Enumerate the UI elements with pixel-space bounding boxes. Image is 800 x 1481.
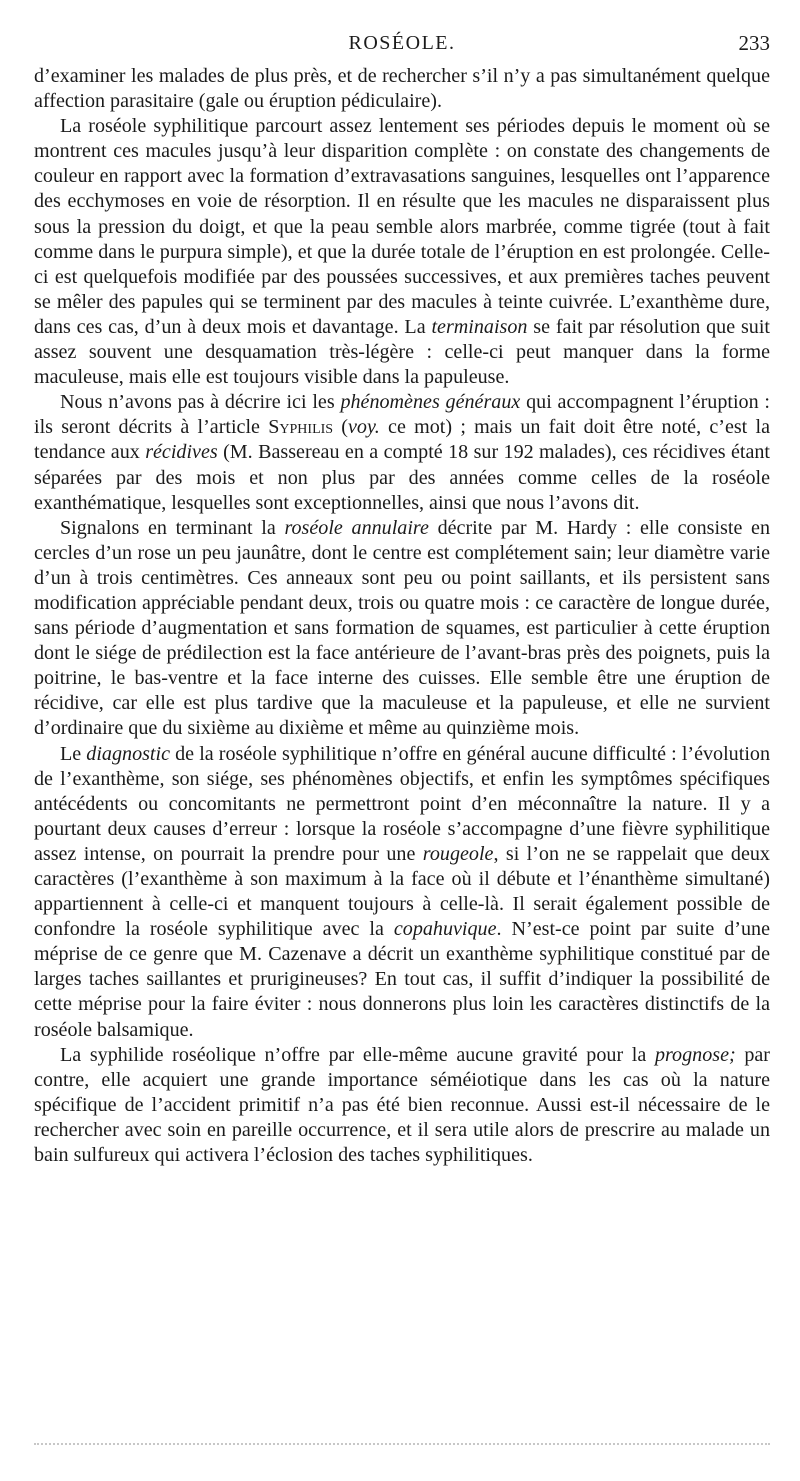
italic-term: rougeole [422,842,494,865]
paragraph-text: (M. Bassereau en a compté 18 sur 192 malades), ces récidives étant séparées par des mois et non plus par des années comme celles de la roséole exanthématique, lesquelles sont exceptionnelles, ainsi que nous l’avons dit. [34,441,770,514]
paragraph-text: Nous n’avons pas à décrire ici les [60,391,341,414]
italic-term: copahuvique [393,918,497,941]
italic-term: roséole annulaire [284,516,429,539]
paragraph-general-phenomena [34,390,770,515]
paragraph-evolution [34,114,770,390]
paragraph-prognosis [34,1043,770,1168]
paragraph-text: . N’est-ce point par suite d’une méprise de ce genre que M. Cazenave a décrit un exanthème syphilitique constitué par de larges taches saillantes et prurigineuses? En tout cas, il suffit d’indiquer la possibilité de cette méprise pour la faire éviter : nous donnerons plus loin les caractères distinctifs de la roséole balsamique. [34,918,771,1041]
paragraph-text: qui accompagnent l’éruption : ils seront décrits à l’article [34,391,770,439]
italic-term: diagnostic [86,742,171,765]
paragraph-continuation [34,64,770,114]
italic-term: prognose; [654,1043,736,1066]
paragraph-text: d’examiner les malades de plus près, et de rechercher s’il n’y a pas simultanément quelque affection parasitaire (gale ou éruption pédiculaire). [34,65,770,113]
paragraph-text: , si l’on ne se rappelait que deux caractères (l’exanthème à son maximum à la face où il débute et l’énanthème simultané) appartiennent à celle-ci et manquent toujours à celle-là. Il serait également possible de confondre la roséole syphilitique avec la [34,842,770,941]
italic-term: phénomènes généraux [340,391,521,414]
paragraph-text: Signalons en terminant la [60,516,285,539]
paragraph-text: se fait par résolution que suit assez souvent une desquamation très-légère : celle-ci peut manquer dans la forme maculeuse, mais elle est toujours visible dans la papuleuse. [34,315,770,389]
book-page [34,0,770,1481]
paragraph-text: de la roséole syphilitique n’offre en général aucune difficulté : l’évolution de l’exanthème, son siége, ses phénomènes objectifs, et enfin les symptômes spécifiques antécédents ou concomitants ne permettront point d’en méconnaître la nature. Il y a pourtant deux causes d’erreur : lorsque la roséole s’accompagne d’une fièvre syphilitique assez intense, on pourrait la prendre pour une [34,742,770,865]
body-text [34,64,770,1168]
paragraph-diagnostic [34,742,770,1043]
paragraph-text: ce mot) ; mais un fait doit être noté, c’est la tendance aux [34,416,771,464]
paragraph-text: Le [60,742,87,765]
page-number: 233 [738,31,770,55]
paragraph-text: La syphilide roséolique n’offre par elle-même aucune gravité pour la [60,1043,655,1066]
italic-term: terminaison [431,315,528,338]
small-caps-reference: Syphilis [268,416,334,439]
paragraph-annular-roseola [34,516,770,742]
paragraph-text: par contre, elle acquiert une grande importance séméiotique dans les cas où la nature spécifique de l’accident primitif n’a pas été bien reconnue. Aussi est-il nécessaire de le rechercher avec soin en pareille occurrence, et il sera utile alors de prescrire au malade un bain sulfureux qui activera l’éclosion des taches syphilitiques. [34,1043,770,1167]
paragraph-text: La roséole syphilitique parcourt assez lentement ses périodes depuis le moment où se montrent ces macules jusqu’à leur disparition complète : on constate des changements de couleur en rapport avec la formation d’extravasations sanguines, lesquelles ont l’apparence des ecchymoses en voie de résorption. Il en résulte que les macules ne disparaissent plus sous la pression du doigt, et que la peau semble alors marbrée, comme tigrée (tout à fait comme dans le purpura simple), et que la durée totale de l’éruption en est prolongée. Celle-ci est quelquefois modifiée par des poussées successives, et aux premières taches peuvent se mêler des papules qui se terminent par des macules à teinte cuivrée. L’exanthème dure, dans ces cas, d’un à deux mois et davantage. La [34,115,770,338]
paragraph-text: ( [333,416,349,439]
paragraph-text: décrite par M. Hardy : elle consiste en cercles d’un rose un peu jaunâtre, dont le centre est complétement sain; leur diamètre varie d’un à trois centimètres. Ces anneaux sont peu ou point saillants, et ils persistent sans modification appréciable pendant deux, trois ou quatre mois : ce caractère de longue durée, sans période d’augmentation et sans formation de squames, est particulier à cette éruption dont le siége de prédilection est la face antérieure de l’avant-bras près des poignets, puis la poitrine, le bas-ventre et la face interne des cuisses. Elle semble être une éruption de récidive, car elle est plus tardive que la maculeuse et la papuleuse, et elle ne survient d’ordinaire que du sixième au dixième et même au quinzième mois. [34,516,771,740]
bottom-footer-rule [34,1443,770,1445]
running-head [34,0,770,58]
italic-term: voy. [348,416,380,439]
running-title: ROSÉOLE. [348,32,456,54]
italic-term: récidives [145,441,218,464]
